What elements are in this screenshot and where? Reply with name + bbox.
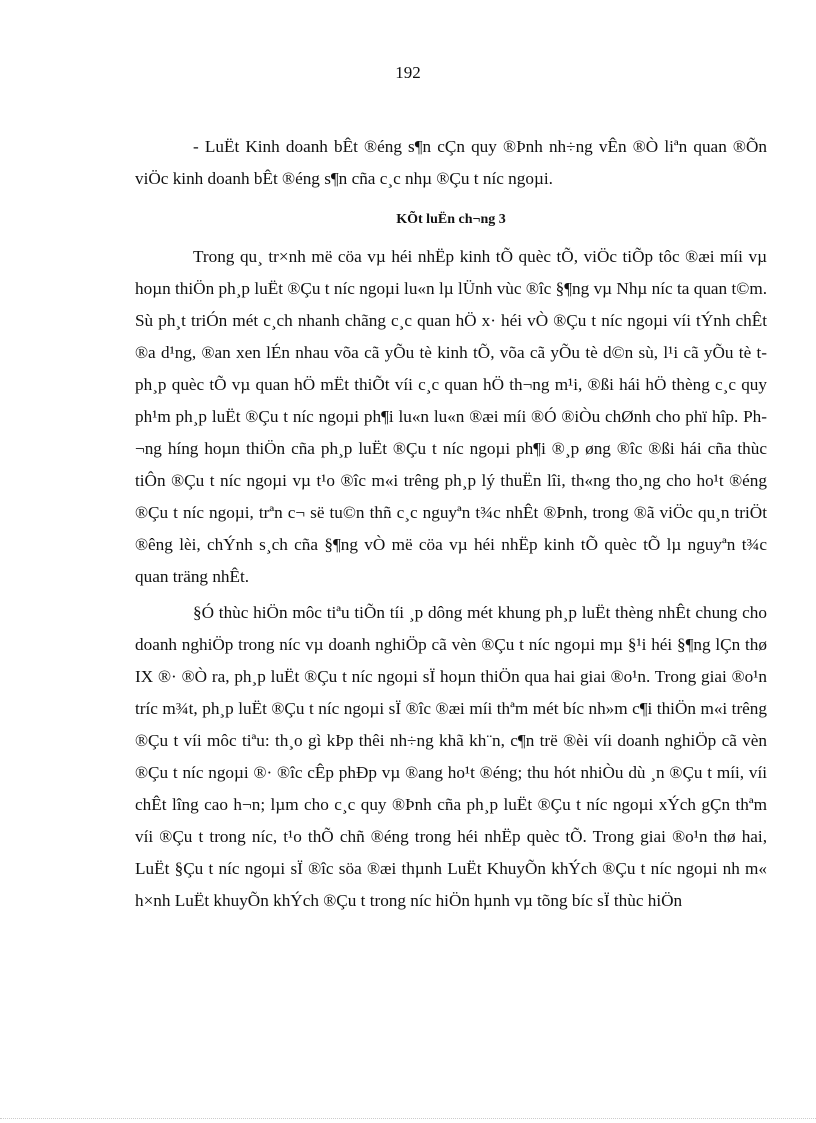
section-heading: KÕt luËn ch¬ng 3: [396, 212, 506, 227]
page-bottom-rule: [0, 1118, 816, 1119]
body-paragraph-2: §Ó thùc hiÖn môc tiªu tiÕn tíi ¸p dông mét khung ph¸p luËt thèng nhÊt chung cho doanh nghiÖp trong níc vµ doanh nghiÖp cã vèn ®Çu t níc ngoµi mµ §¹i héi §¶ng lÇn thø IX ®· ®Ò ra, ph¸p luËt ®Çu t níc ngoµi sÏ hoµn thiÖn qua hai giai ®o¹n. Trong giai ®o¹n tríc m¾t, ph¸p luËt ®Çu t níc ngoµi sÏ ®îc ®æi míi thªm mét bíc nh»m c¶i thiÖn m«i trêng ®Çu t víi môc tiªu: th¸o gì kÞp thêi nh÷ng khã kh¨n, c¶n trë ®èi víi doanh nghiÖp cã vèn ®Çu t níc ngoµi ®· ®îc cÊp phÐp vµ ®ang ho¹t ®éng; thu hót nhiÒu dù ¸n ®Çu t míi, víi chÊt lîng cao h¬n; lµm cho c¸c quy ®Þnh cña ph¸p luËt ®Çu t níc ngoµi xÝch gÇn thªm víi ®Çu t trong níc, t¹o thÕ chñ ®éng trong héi nhËp quèc tÕ. Trong giai ®o¹n thø hai, LuËt §Çu t níc ngoµi sÏ ®îc söa ®æi thµnh LuËt KhuyÕn khÝch ®Çu t níc ngoµi nh m« h×nh LuËt khuyÕn khÝch ®Çu t trong níc hiÖn hµnh vµ tõng bíc sÏ thùc hiÖn: [135, 603, 767, 910]
page-body: [135, 131, 767, 917]
body-paragraph-1: Trong qu¸ tr×nh më cöa vµ héi nhËp kinh tÕ quèc tÕ, viÖc tiÕp tôc ®æi míi vµ hoµn thiÖn ph¸p luËt ®Çu t níc ngoµi lu«n lµ lÜnh vùc ®îc §¶ng vµ Nhµ níc ta quan t©m. Sù ph¸t triÓn mét c¸ch nhanh chãng c¸c quan hÖ x· héi vÒ ®Çu t níc ngoµi víi tÝnh chÊt ®a d¹ng, ®an xen lÉn nhau võa cã yÕu tè kinh tÕ, võa cã yÕu tè d©n sù, l¹i cã yÕu tè t ph¸p quèc tÕ vµ quan hÖ mËt thiÕt víi c¸c quan hÖ th¬ng m¹i, ®ßi hái hÖ thèng c¸c quy ph¹m ph¸p luËt ®Çu t níc ngoµi ph¶i lu«n lu«n ®æi míi ®Ó ®iÒu chØnh cho phï hîp. Ph¬ng híng hoµn thiÖn cña ph¸p luËt ®Çu t níc ngoµi ph¶i ®¸p øng ®îc ®ßi hái cña thùc tiÔn ®Çu t níc ngoµi vµ t¹o ®îc m«i trêng ph¸p lý thuËn lîi, th«ng tho¸ng cho ho¹t ®éng ®Çu t níc ngoµi, trªn c¬ së tu©n thñ c¸c nguyªn t¾c nhÊt ®Þnh, trong ®ã viÖc qu¸n triÖt ®êng lèi, chÝnh s¸ch cña §¶ng vÒ më cöa vµ héi nhËp kinh tÕ quèc tÕ lµ nguyªn t¾c quan träng nhÊt.: [135, 247, 767, 586]
intro-paragraph: - LuËt Kinh doanh bÊt ®éng s¶n cÇn quy ®Þnh nh÷ng vÊn ®Ò liªn quan ®Õn viÖc kinh doanh bÊt ®éng s¶n cña c¸c nhµ ®Çu t níc ngoµi.: [135, 137, 767, 188]
page-number: 192: [395, 63, 421, 82]
